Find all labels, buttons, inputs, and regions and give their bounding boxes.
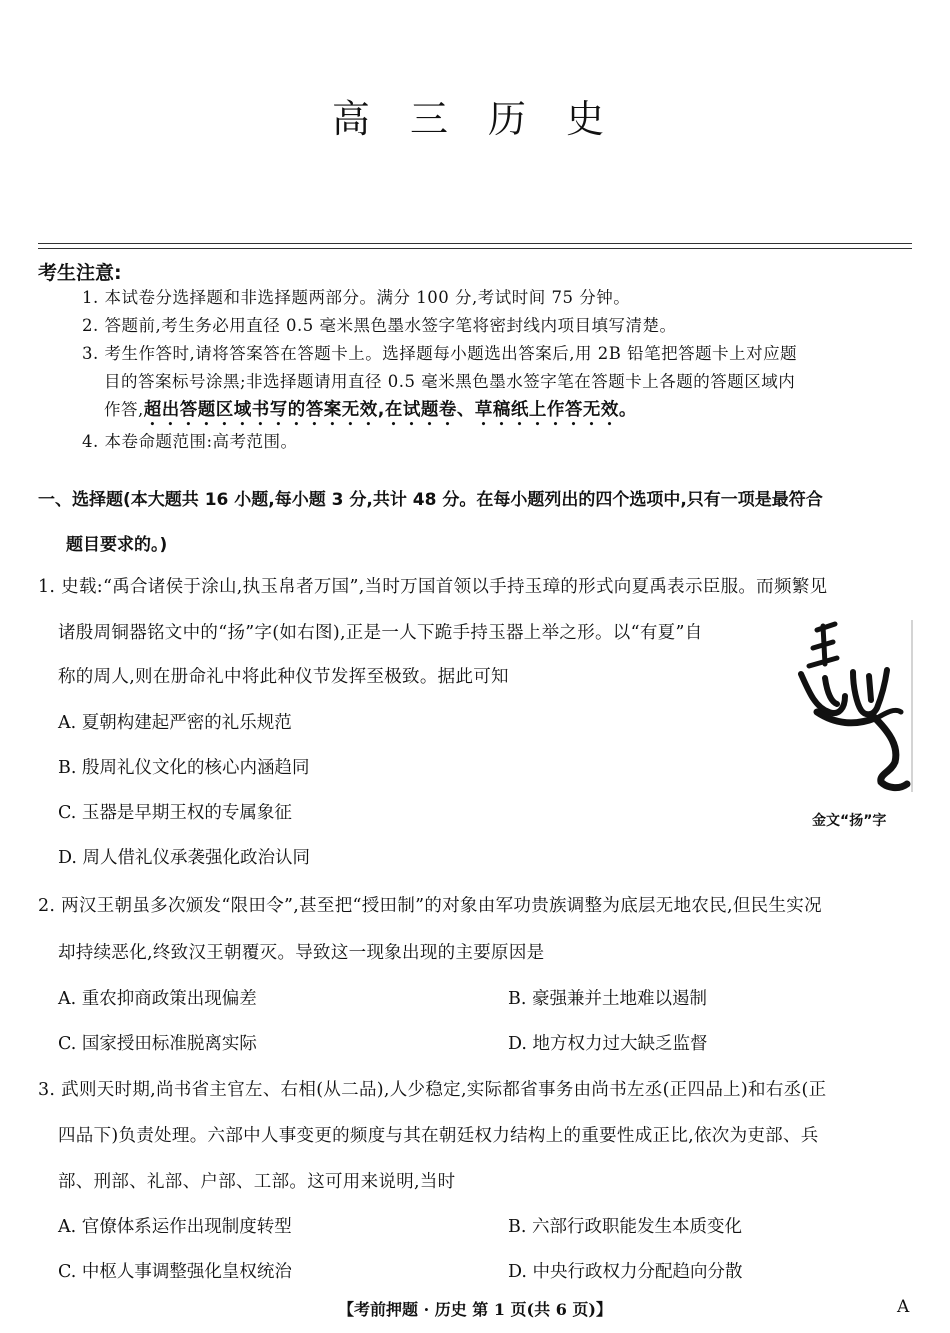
notice-item-4: 4. 本卷命题范围:高考范围。 (82, 432, 298, 451)
notice-item-3-line-2: 目的答案标号涂黑;非选择题请用直径 0.5 毫米黑色墨水签字笔在答题卡上各题的答题区域内 (104, 372, 796, 391)
q3-option-d: D. 中央行政权力分配趋向分散 (508, 1262, 743, 1282)
notice-item-1: 1. 本试卷分选择题和非选择题两部分。满分 100 分,考试时间 75 分钟。 (82, 288, 631, 307)
page-title: 高 三 历 史 (331, 97, 619, 141)
figure-caption: 金文“扬”字 (812, 813, 887, 829)
q1-stem-line-1: 1. 史载:“禹合诸侯于涂山,执玉帛者万国”,当时万国首领以手持玉璋的形式向夏禹表示臣服。而频繁见 (38, 577, 828, 597)
q3-stem-line-1: 3. 武则天时期,尚书省主官左、右相(从二品),人少稳定,实际都省事务由尚书左丞(正四品上)和右丞(正 (38, 1080, 827, 1100)
q1-option-a: A. 夏朝构建起严密的礼乐规范 (58, 713, 292, 733)
q2-option-a: A. 重农抑商政策出现偏差 (58, 989, 257, 1009)
q2-option-d: D. 地方权力过大缺乏监督 (508, 1034, 708, 1054)
q1-option-b: B. 殷周礼仪文化的核心内涵趋同 (58, 758, 310, 778)
q2-option-b: B. 豪强兼并土地难以遏制 (508, 989, 707, 1009)
q3-option-a: A. 官僚体系运作出现制度转型 (58, 1217, 292, 1237)
q3-option-b: B. 六部行政职能发生本质变化 (508, 1217, 742, 1237)
notice-item-3-emphasis: 超出答题区域书写的答案无效,在试题卷、草稿纸上作答无效。 (143, 400, 637, 420)
notice-item-3-line-3 (104, 396, 914, 430)
notice-item-3-prefix: 作答, (104, 400, 144, 419)
q1-stem-line-3: 称的周人,则在册命礼中将此种仪节发挥至极致。据此可知 (58, 667, 509, 687)
paper-version-mark: A (897, 1297, 910, 1317)
header-rule-bottom (38, 248, 912, 249)
header-rule-top (38, 243, 912, 244)
bronze-inscription-yang-glyph (795, 612, 915, 797)
section-heading-line-2: 题目要求的。) (66, 535, 168, 555)
notice-item-2: 2. 答题前,考生务必用直径 0.5 毫米黑色墨水签字笔将密封线内项目填写清楚。 (82, 316, 677, 335)
q1-stem-line-2: 诸殷周铜器铭文中的“扬”字(如右图),正是一人下跪手持玉器上举之形。以“有夏”自 (58, 623, 703, 643)
q2-stem-line-2: 却持续恶化,终致汉王朝覆灭。导致这一现象出现的主要原因是 (58, 943, 545, 963)
notice-item-3-line-1: 3. 考生作答时,请将答案答在答题卡上。选择题每小题选出答案后,用 2B 铅笔把答题卡上对应题 (82, 344, 798, 363)
q2-stem-line-1: 2. 两汉王朝虽多次颁发“限田令”,甚至把“授田制”的对象由军功贵族调整为底层无地农民,但民生实况 (38, 896, 822, 916)
q1-option-d: D. 周人借礼仪承袭强化政治认同 (58, 848, 311, 868)
q3-stem-line-3: 部、刑部、礼部、户部、工部。这可用来说明,当时 (58, 1172, 456, 1192)
notice-heading: 考生注意: (38, 262, 122, 284)
q2-option-c: C. 国家授田标准脱离实际 (58, 1034, 257, 1054)
q3-stem-line-2: 四品下)负责处理。六部中人事变更的频度与其在朝廷权力结构上的重要性成正比,依次为吏部、兵 (58, 1126, 819, 1146)
q1-option-c: C. 玉器是早期王权的专属象征 (58, 803, 292, 823)
section-heading-line-1: 一、选择题(本大题共 16 小题,每小题 3 分,共计 48 分。在每小题列出的四个选项中,只有一项是最符合 (38, 490, 823, 510)
page-footer: 【考前押题 · 历史 第 1 页(共 6 页)】 (338, 1300, 612, 1319)
q3-option-c: C. 中枢人事调整强化皇权统治 (58, 1262, 292, 1282)
